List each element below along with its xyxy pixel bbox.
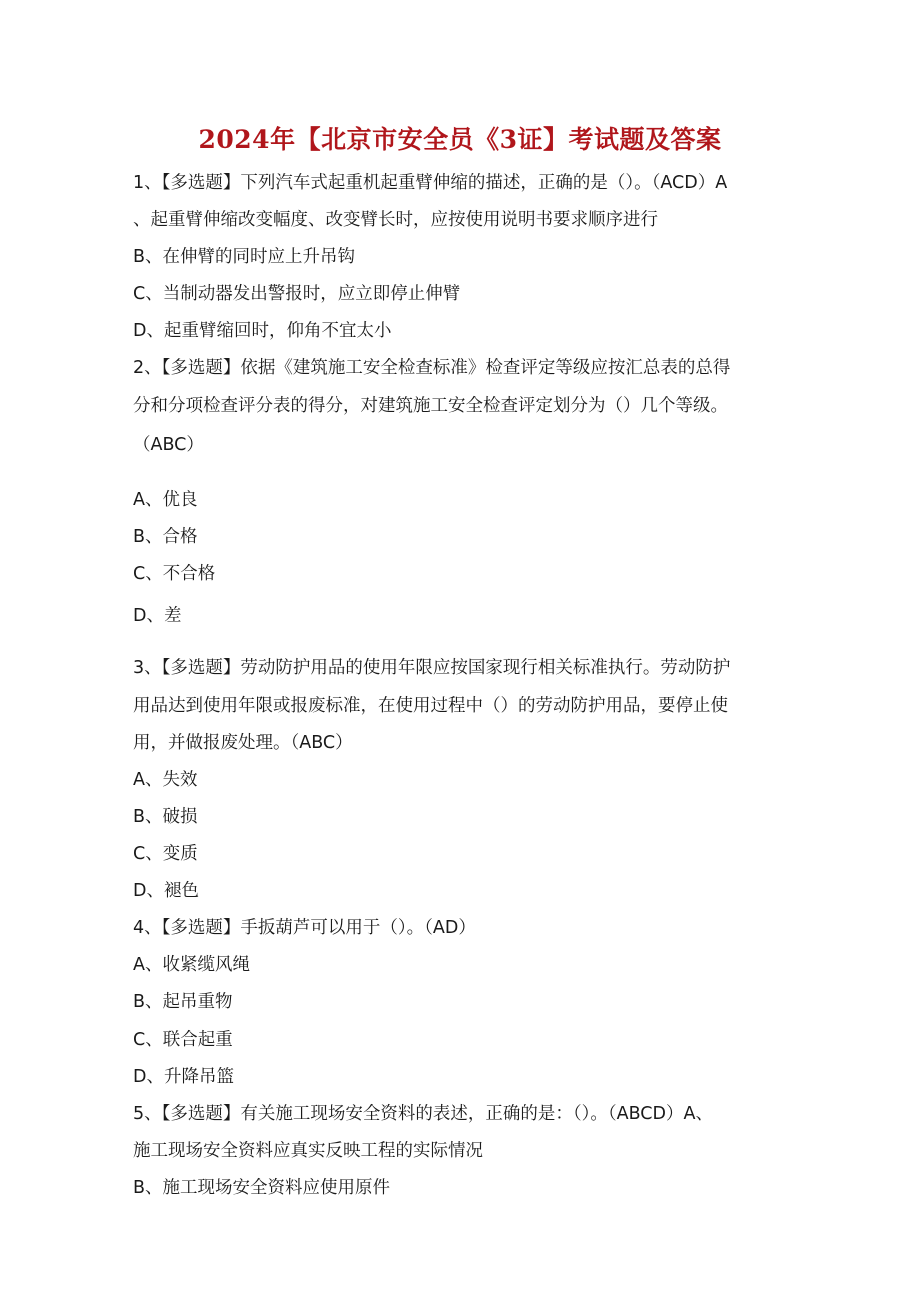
question-1-option-c: C、当制动器发出警报时，应立即停止伸臂 [133, 284, 461, 304]
question-3-stem-line-2: 用品达到使用年限或报废标准，在使用过程中（）的劳动防护用品，要停止使 [133, 696, 728, 716]
question-3-stem-line-1: 3、【多选题】劳动防护用品的使用年限应按国家现行相关标准执行。劳动防护 [133, 658, 731, 678]
question-3-option-c: C、变质 [133, 844, 198, 864]
question-5-option-a: 施工现场安全资料应真实反映工程的实际情况 [133, 1141, 483, 1161]
question-3-option-b: B、破损 [133, 807, 198, 827]
question-2-option-c: C、不合格 [133, 564, 216, 584]
question-2-answer: （ABC） [133, 435, 204, 455]
question-3-stem-line-3: 用，并做报废处理。（ABC） [133, 733, 353, 753]
question-3-option-a: A、失效 [133, 770, 198, 790]
question-4-option-c: C、联合起重 [133, 1030, 233, 1050]
question-2-stem-line-1: 2、【多选题】依据《建筑施工安全检查标准》检查评定等级应按汇总表的总得 [133, 358, 731, 378]
question-1-option-b: B、在伸臂的同时应上升吊钩 [133, 247, 356, 267]
document-title: 2024年【北京市安全员《3证】考试题及答案 [198, 125, 722, 154]
question-2-option-b: B、合格 [133, 527, 198, 547]
question-4-option-a: A、收紧缆风绳 [133, 955, 250, 975]
question-4-option-d: D、升降吊篮 [133, 1067, 234, 1087]
question-3-option-d: D、褪色 [133, 881, 199, 901]
question-1-option-d: D、起重臂缩回时，仰角不宜太小 [133, 321, 392, 341]
question-5-stem-line-1: 5、【多选题】有关施工现场安全资料的表述，正确的是：（）。（ABCD）A、 [133, 1104, 713, 1124]
question-2-option-a: A、优良 [133, 490, 198, 510]
question-2-stem-line-2: 分和分项检查评分表的得分，对建筑施工安全检查评定划分为（）几个等级。 [133, 396, 728, 416]
question-5-option-b: B、施工现场安全资料应使用原件 [133, 1178, 391, 1198]
question-2-option-d: D、差 [133, 606, 182, 626]
question-1-option-a: 、起重臂伸缩改变幅度、改变臂长时，应按使用说明书要求顺序进行 [133, 210, 658, 230]
question-1-stem-line-1: 1、【多选题】下列汽车式起重机起重臂伸缩的描述，正确的是（）。（ACD）A [133, 173, 728, 193]
question-4-stem: 4、【多选题】手扳葫芦可以用于（）。（AD） [133, 918, 476, 938]
question-4-option-b: B、起吊重物 [133, 992, 233, 1012]
